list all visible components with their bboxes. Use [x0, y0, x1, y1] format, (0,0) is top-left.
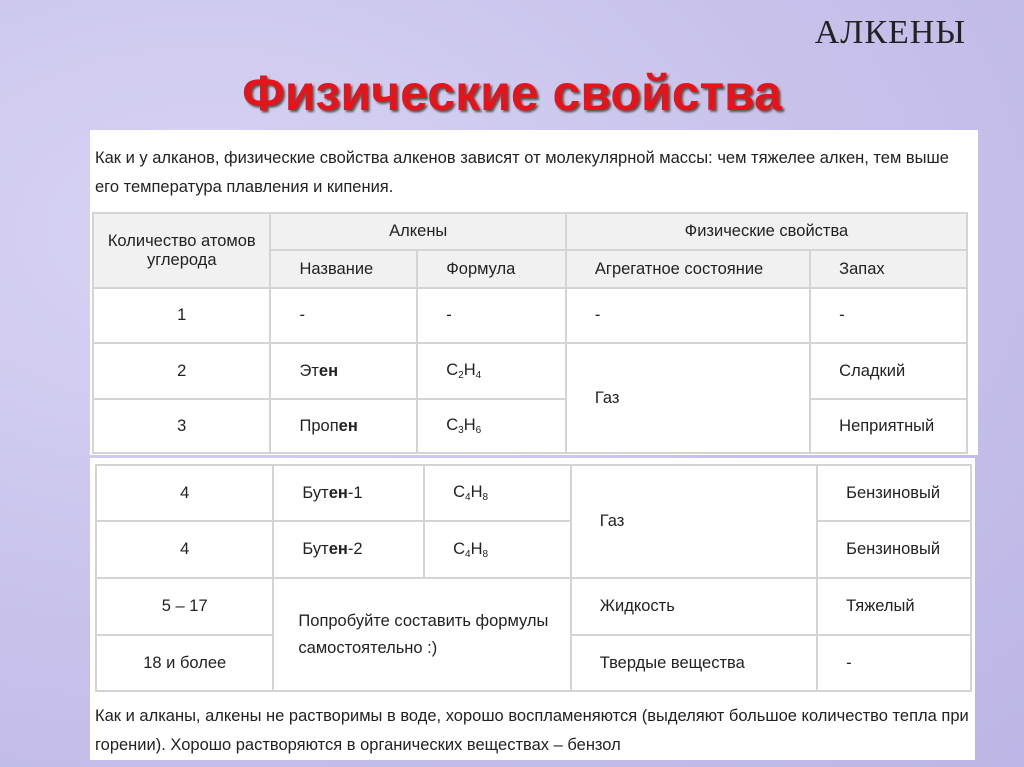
header-smell: Запах — [810, 250, 967, 288]
cell-name: - — [270, 288, 417, 343]
outro-text: Как и алканы, алкены не растворимы в воде, хорошо воспламеняются (выделяют большое количество тепла при горении). Хорошо растворяются в органических веществах – бензол — [95, 707, 969, 754]
slide-topic: АЛКЕНЫ — [814, 14, 966, 51]
cell-state: Газ — [571, 465, 817, 578]
cell-count: 18 и более — [96, 635, 273, 691]
table-row — [93, 399, 967, 453]
cell-state: Жидкость — [571, 578, 817, 635]
header-state: Агрегатное состояние — [566, 250, 810, 288]
cell-count: 2 — [93, 343, 270, 399]
cell-name: Бутен-2 — [273, 521, 424, 578]
cell-smell: Неприятный — [810, 399, 967, 453]
cell-state: Твердые вещества — [571, 635, 817, 691]
table-row — [93, 343, 967, 399]
cell-smell: Сладкий — [810, 343, 967, 399]
table-row — [96, 578, 971, 635]
cell-smell: - — [817, 635, 971, 691]
table-row — [96, 521, 971, 578]
header-name: Название — [270, 250, 417, 288]
cell-formula: $C_3H_6$ — [417, 399, 566, 453]
intro-text: Как и у алканов, физические свойства алкенов зависят от молекулярной массы: чем тяжелее алкен, тем выше его температура плавления и кипения. — [95, 149, 949, 196]
table-row — [93, 288, 967, 343]
lower-table — [95, 464, 972, 692]
header-props: Физические свойства — [566, 213, 967, 250]
slide-title: Физические свойства — [242, 65, 782, 121]
cell-smell: - — [810, 288, 967, 343]
cell-smell: Тяжелый — [817, 578, 971, 635]
cell-name: Этен — [270, 343, 417, 399]
cell-count: 1 — [93, 288, 270, 343]
cell-count: 4 — [96, 521, 273, 578]
cell-count: 3 — [93, 399, 270, 453]
cell-formula: $C_4H_8$ — [424, 465, 571, 521]
header-formula: Формула — [417, 250, 566, 288]
cell-state: Газ — [566, 343, 810, 453]
header-count: Количество атомов углерода — [93, 213, 270, 288]
cell-count: 4 — [96, 465, 273, 521]
header-alkenes: Алкены — [270, 213, 565, 250]
table-row — [96, 465, 971, 521]
cell-formula: $C_2H_4$ — [417, 343, 566, 399]
cell-state: - — [566, 288, 810, 343]
cell-name: Пропен — [270, 399, 417, 453]
upper-table — [92, 212, 968, 454]
cell-formula: - — [417, 288, 566, 343]
cell-name: Бутен-1 — [273, 465, 424, 521]
cell-smell: Бензиновый — [817, 465, 971, 521]
cell-count: 5 – 17 — [96, 578, 273, 635]
cell-try-text: Попробуйте составить формулы самостоятельно :) — [273, 578, 570, 691]
cell-formula: $C_4H_8$ — [424, 521, 571, 578]
cell-smell: Бензиновый — [817, 521, 971, 578]
